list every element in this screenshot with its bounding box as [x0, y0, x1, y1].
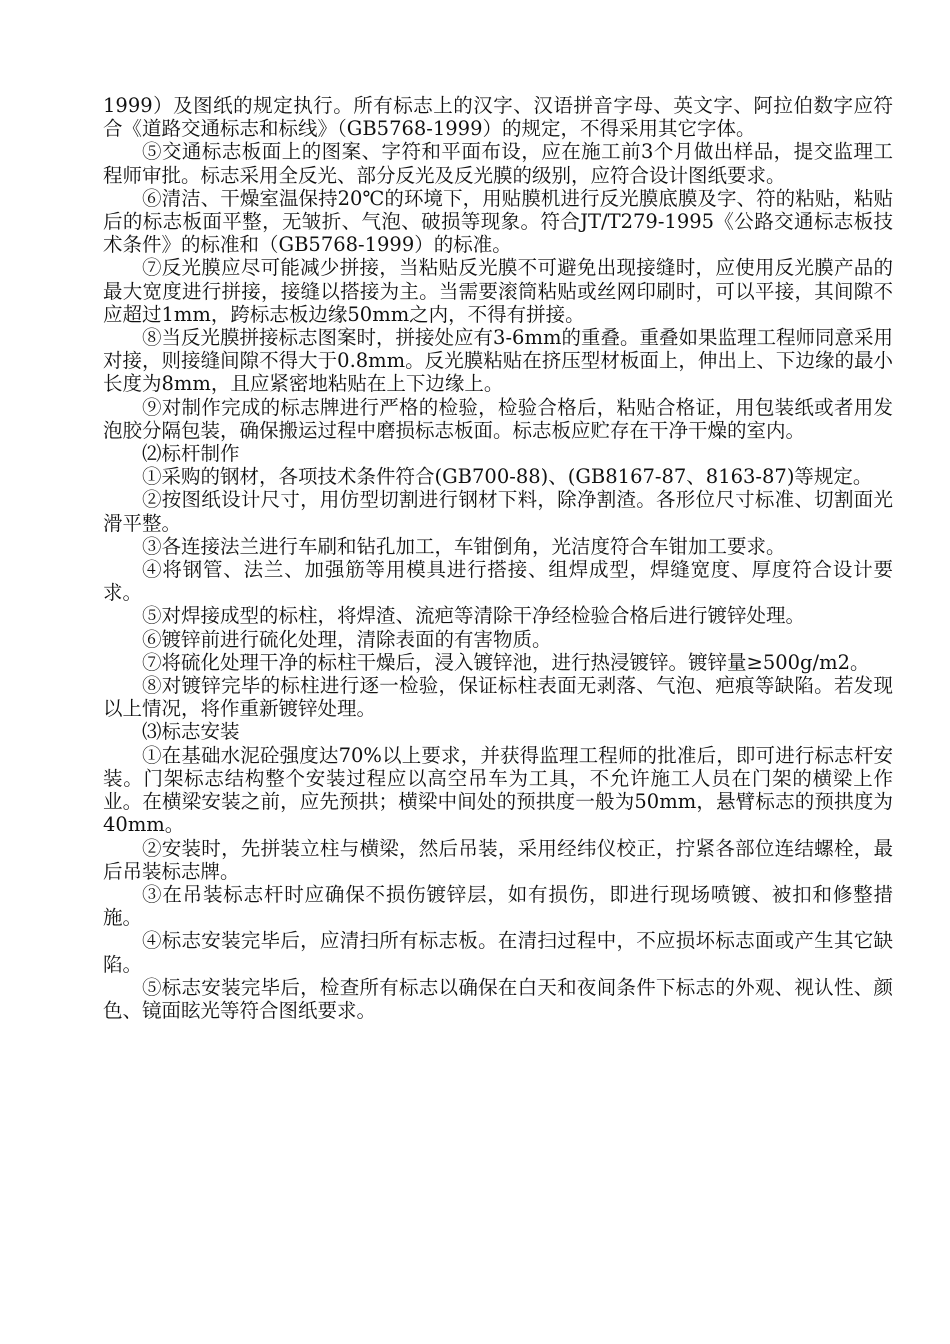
paragraph-pole-item-2: ②按图纸设计尺寸，用仿型切割进行钢材下料，除净割渣。各形位尺寸标准、切割面光滑平整。 — [103, 488, 893, 535]
paragraph-install-item-5: ⑤标志安装完毕后，检查所有标志以确保在白天和夜间条件下标志的外观、视认性、颜色、镜面眩光等符合图纸要求。 — [103, 975, 893, 1022]
paragraph-pole-item-7: ⑦将硫化处理干净的标柱干燥后，浸入镀锌池，进行热浸镀锌。镀锌量≥500g/m2。 — [142, 650, 870, 674]
paragraph-item-6-film: ⑥清洁、干燥室温保持20℃的环境下，用贴膜机进行反光膜底膜及字、符的粘贴，粘贴后的标志板面平整，无皱折、气泡、破损等现象。符合JT/T279-1995《公路交通标志板技术条件》的标准和（GB5768-1999）的标准。 — [103, 186, 893, 257]
paragraph-pole-item-8: ⑧对镀锌完毕的标柱进行逐一检验，保证标柱表面无剥落、气泡、疤痕等缺陷。若发现以上情况，将作重新镀锌处理。 — [103, 674, 893, 721]
section-heading-sign-installation: ⑶标志安装 — [142, 720, 240, 744]
paragraph-item-5-sample: ⑤交通标志板面上的图案、字符和平面布设，应在施工前3个月做出样品，提交监理工程师审批。标志采用全反光、部分反光及反光膜的级别，应符合设计图纸要求。 — [103, 140, 893, 187]
paragraph-continuation: 1999）及图纸的规定执行。所有标志上的汉字、汉语拼音字母、英文字、阿拉伯数字应符合《道路交通标志和标线》（GB5768-1999）的规定，不得采用其它字体。 — [103, 94, 893, 141]
paragraph-install-item-4: ④标志安装完毕后，应清扫所有标志板。在清扫过程中，不应损坏标志面或产生其它缺陷。 — [103, 929, 893, 976]
paragraph-install-item-1: ①在基础水泥砼强度达70%以上要求，并获得监理工程师的批准后，即可进行标志杆安装。门架标志结构整个安装过程应以高空吊车为工具，不允许施工人员在门架的横梁上作业。在横梁安装之前，应先预拱；横梁中间处的预拱度一般为50mm，悬臂标志的预拱度为40mm。 — [103, 743, 893, 837]
paragraph-pole-item-5: ⑤对焊接成型的标柱，将焊渣、流疤等清除干净经检验合格后进行镀锌处理。 — [142, 604, 806, 628]
paragraph-pole-item-6: ⑥镀锌前进行硫化处理，清除表面的有害物质。 — [142, 627, 552, 651]
section-heading-pole-fabrication: ⑵标杆制作 — [142, 442, 240, 466]
paragraph-item-9-inspection: ⑨对制作完成的标志牌进行严格的检验，检验合格后，粘贴合格证，用包装纸或者用发泡胶分隔包装，确保搬运过程中磨损标志板面。标志板应贮存在干净干燥的室内。 — [103, 395, 893, 442]
paragraph-pole-item-3: ③各连接法兰进行车刷和钻孔加工，车钳倒角，光洁度符合车钳加工要求。 — [142, 534, 786, 558]
paragraph-item-8-overlap: ⑧当反光膜拼接标志图案时，拼接处应有3-6mm的重叠。重叠如果监理工程师同意采用对接，则接缝间隙不得大于0.8mm。反光膜粘贴在挤压型材板面上，伸出上、下边缘的最小长度为8mm，且应紧密地粘贴在上下边缘上。 — [103, 326, 893, 396]
paragraph-pole-item-4: ④将钢管、法兰、加强筋等用模具进行搭接、组焊成型，焊缝宽度、厚度符合设计要求。 — [103, 558, 893, 605]
paragraph-item-7-splicing: ⑦反光膜应尽可能减少拼接，当粘贴反光膜不可避免出现接缝时，应使用反光膜产品的最大宽度进行拼接，接缝以搭接为主。当需要滚筒粘贴或丝网印刷时，可以平接，其间隙不应超过1mm，跨标志板边缘50mm之内，不得有拼接。 — [103, 256, 893, 326]
paragraph-install-item-3: ③在吊装标志杆时应确保不损伤镀锌层，如有损伤，即进行现场喷镀、被扣和修整措施。 — [103, 882, 893, 930]
paragraph-install-item-2: ②安装时，先拼装立柱与横梁，然后吊装，采用经纬仪校正，拧紧各部位连结螺栓，最后吊装标志牌。 — [103, 836, 893, 883]
document-page — [103, 94, 893, 1022]
paragraph-pole-item-1: ①采购的钢材，各项技术条件符合(GB700-88)、(GB8167-87、8163-87)等规定。 — [142, 465, 873, 489]
